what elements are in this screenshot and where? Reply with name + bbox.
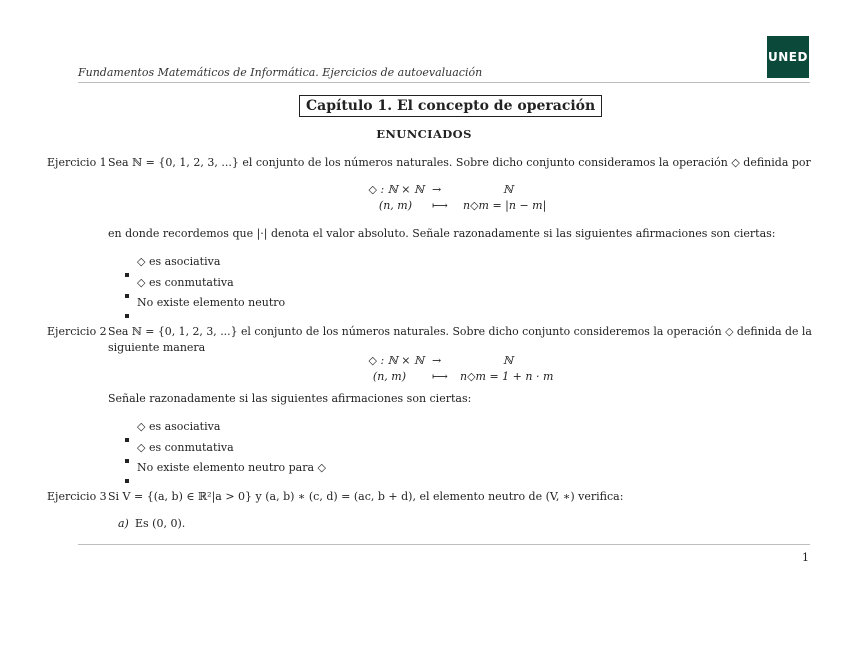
ex1-item-3: No existe elemento neutro [137, 296, 286, 309]
exercise-3-text: Si V = {(a, b) ∈ ℝ²|a > 0} y (a, b) ∗ (c, d) = (ac, b + d), el elemento neutro de (V, ∗) verifica: [108, 490, 624, 503]
exercise-2-label: Ejercicio 2 [47, 325, 107, 338]
ex1-math-r1-right: ℕ [502, 183, 514, 196]
exercise-3-label: Ejercicio 3 [47, 490, 107, 503]
ex2-bullet-1 [125, 427, 129, 446]
ex1-bullet-2 [125, 283, 129, 302]
exercise-1-after: en donde recordemos que |·| denota el valor absoluto. Señale razonadamente si las siguientes afirmaciones son ciertas: [108, 227, 776, 240]
logo-text: UNED [768, 50, 808, 64]
ex1-math-r2-left: (n, m) [378, 199, 412, 212]
exercise-2-text-2: siguiente manera [108, 341, 206, 354]
ex1-math-r1-left: ◇ : ℕ × ℕ [368, 183, 424, 196]
ex2-bullet-3 [125, 468, 129, 487]
exercise-2-text-1: Sea ℕ = {0, 1, 2, 3, ...} el conjunto de los números naturales. Sobre dicho conjunto consideremos la operación ◇ definida de la [108, 325, 812, 338]
ex1-math-r2-arrow: ⟼ [432, 199, 448, 212]
ex1-bullet-3 [125, 303, 129, 322]
ex2-math-r1-arrow: → [432, 354, 442, 367]
ex2-math-r2-right: n◇m = 1 + n · m [460, 370, 554, 383]
ex1-item-2: ◇ es conmutativa [137, 276, 234, 289]
ex3-option-a-label: a) [118, 517, 129, 530]
header-rule [78, 82, 810, 83]
exercise-1-label: Ejercicio 1 [47, 156, 107, 169]
exercise-2-after: Señale razonadamente si las siguientes afirmaciones son ciertas: [108, 392, 472, 405]
ex1-math-r1-arrow: → [432, 183, 442, 196]
ex2-math-r1-right: ℕ [502, 354, 514, 367]
ex2-item-2: ◇ es conmutativa [137, 441, 234, 454]
ex1-math-r2-right: n◇m = |n − m| [463, 199, 547, 212]
footer-rule [78, 544, 810, 545]
ex2-math-r1-left: ◇ : ℕ × ℕ [368, 354, 424, 367]
ex1-bullet-1 [125, 262, 129, 281]
ex3-option-a-text: Es (0, 0). [135, 517, 186, 530]
section-heading: ENUNCIADOS [376, 127, 472, 141]
ex2-math-r2-left: (n, m) [372, 370, 406, 383]
uned-logo [767, 36, 809, 78]
ex1-item-1: ◇ es asociativa [137, 255, 221, 268]
exercise-1-text: Sea ℕ = {0, 1, 2, 3, ...} el conjunto de los números naturales. Sobre dicho conjunto consideramos la operación ◇ definida por [108, 156, 811, 169]
chapter-title: Capítulo 1. El concepto de operación [299, 95, 602, 117]
ex2-math-r2-arrow: ⟼ [432, 370, 448, 383]
ex2-item-3: No existe elemento neutro para ◇ [137, 461, 326, 474]
ex2-bullet-2 [125, 448, 129, 467]
running-header: Fundamentos Matemáticos de Informática. Ejercicios de autoevaluación [78, 66, 483, 79]
page-number: 1 [802, 551, 809, 564]
ex2-item-1: ◇ es asociativa [137, 420, 221, 433]
